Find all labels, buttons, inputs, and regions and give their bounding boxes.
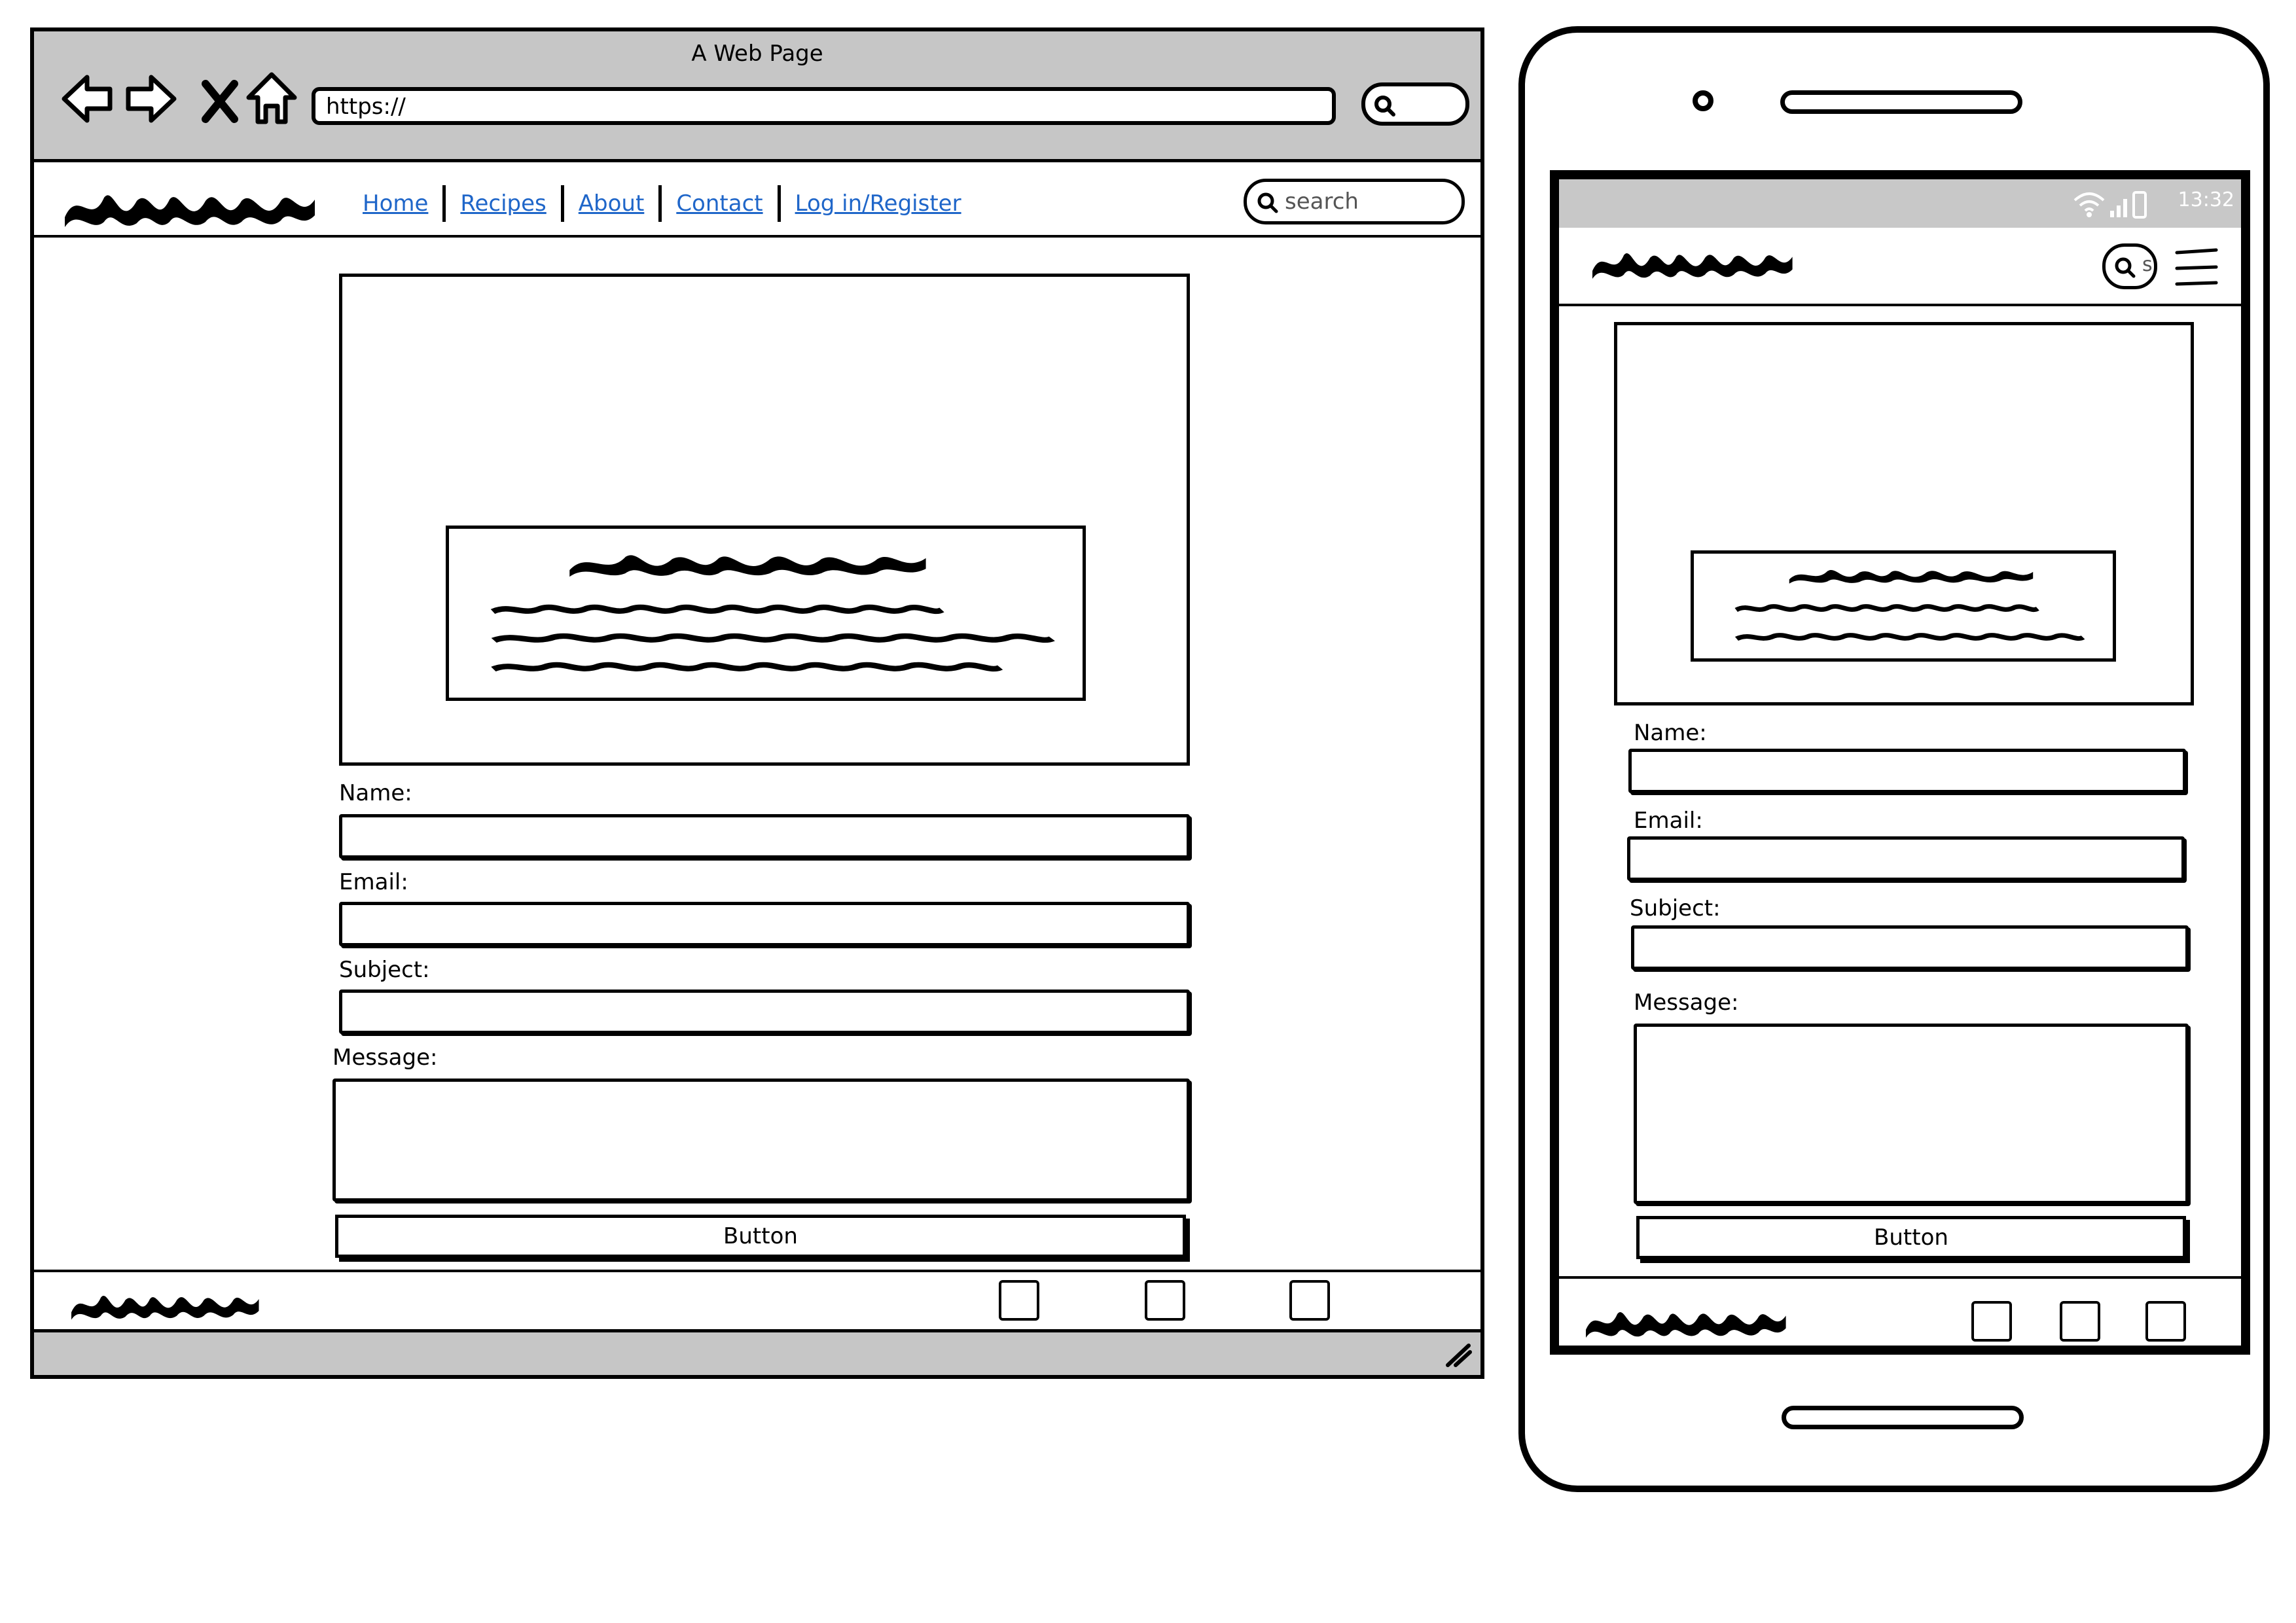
hero-text-scribble bbox=[488, 631, 1058, 647]
browser-search-button[interactable] bbox=[1361, 82, 1469, 126]
mobile-email-label: Email: bbox=[1634, 808, 1703, 834]
camera-icon bbox=[1690, 88, 1716, 114]
email-label: Email: bbox=[339, 869, 408, 895]
site-footer bbox=[34, 1270, 1480, 1330]
nav-link-recipes[interactable]: Recipes bbox=[460, 190, 547, 217]
status-icons bbox=[2071, 187, 2149, 220]
home-icon[interactable] bbox=[242, 68, 301, 127]
mobile-footer-logo[interactable] bbox=[1571, 1301, 1800, 1343]
site-logo[interactable] bbox=[55, 181, 323, 234]
page-title: A Web Page bbox=[691, 41, 823, 67]
mobile-hero-image bbox=[1614, 322, 2194, 705]
url-text: https:// bbox=[326, 94, 406, 120]
mobile-hero-heading-scribble bbox=[1783, 564, 2038, 586]
mobile-search-button[interactable] bbox=[2102, 243, 2157, 289]
hero-heading-scribble bbox=[560, 546, 933, 581]
mobile-message-textarea[interactable] bbox=[1634, 1024, 2189, 1204]
search-placeholder: search bbox=[1285, 188, 1359, 215]
hamburger-menu-icon[interactable] bbox=[2172, 245, 2221, 291]
site-search-input[interactable] bbox=[1244, 179, 1465, 224]
browser-toolbar bbox=[34, 31, 1480, 162]
footer-logo[interactable] bbox=[48, 1285, 281, 1325]
mobile-name-input[interactable] bbox=[1628, 749, 2186, 793]
nav-link-contact[interactable]: Contact bbox=[676, 190, 763, 217]
mobile-subject-input[interactable] bbox=[1631, 925, 2189, 970]
submit-button[interactable]: Button bbox=[335, 1215, 1186, 1258]
hero-text-scribble bbox=[488, 602, 946, 618]
mobile-hero-text-scribble bbox=[1733, 631, 2087, 644]
phone-status-bar bbox=[1559, 179, 2241, 228]
mobile-message-label: Message: bbox=[1634, 990, 1739, 1016]
nav-link-home[interactable]: Home bbox=[363, 190, 429, 217]
mobile-hero-caption-card bbox=[1691, 550, 2116, 662]
mobile-search-placeholder: s bbox=[2142, 253, 2153, 276]
mobile-header bbox=[1559, 228, 2241, 306]
search-icon bbox=[2113, 256, 2137, 279]
footer-social-link[interactable] bbox=[1145, 1280, 1185, 1321]
email-input[interactable] bbox=[339, 902, 1190, 946]
mobile-submit-button[interactable]: Button bbox=[1636, 1216, 2186, 1259]
signal-icon bbox=[2110, 199, 2127, 217]
close-x-icon[interactable] bbox=[191, 72, 250, 131]
phone-frame bbox=[1518, 26, 2270, 1492]
footer-social-link[interactable] bbox=[999, 1280, 1039, 1321]
browser-window bbox=[30, 27, 1484, 1379]
mobile-name-label: Name: bbox=[1634, 720, 1707, 746]
footer-social-link[interactable] bbox=[1289, 1280, 1330, 1321]
browser-status-bar bbox=[34, 1329, 1480, 1375]
name-label: Name: bbox=[339, 780, 412, 806]
nav-link-login-register[interactable]: Log in/Register bbox=[795, 190, 961, 217]
url-bar[interactable] bbox=[312, 87, 1336, 125]
search-icon bbox=[1373, 94, 1397, 118]
mobile-logo[interactable] bbox=[1577, 242, 1806, 284]
mobile-hero-text-scribble bbox=[1733, 602, 2041, 615]
resize-grip-icon[interactable] bbox=[1444, 1342, 1473, 1368]
mobile-subject-label: Subject: bbox=[1630, 895, 1721, 921]
back-arrow-icon[interactable] bbox=[58, 69, 117, 128]
search-icon bbox=[1256, 191, 1280, 215]
message-label: Message: bbox=[332, 1044, 438, 1071]
nav-link-about[interactable]: About bbox=[578, 190, 645, 217]
hero-text-scribble bbox=[488, 660, 1005, 675]
site-header bbox=[34, 166, 1480, 238]
main-nav bbox=[348, 185, 976, 222]
forward-arrow-icon[interactable] bbox=[122, 69, 181, 128]
subject-label: Subject: bbox=[339, 957, 430, 983]
wifi-icon bbox=[2075, 194, 2104, 217]
hero-image bbox=[339, 274, 1190, 766]
battery-icon bbox=[2134, 192, 2145, 217]
hero-caption-card bbox=[446, 526, 1086, 701]
subject-input[interactable] bbox=[339, 990, 1190, 1034]
mobile-email-input[interactable] bbox=[1627, 836, 2185, 881]
message-textarea[interactable] bbox=[332, 1079, 1190, 1202]
phone-screen bbox=[1550, 170, 2250, 1355]
phone-speaker bbox=[1780, 90, 2022, 114]
status-time: 13:32 bbox=[2178, 188, 2234, 211]
mobile-footer-social-link[interactable] bbox=[1971, 1301, 2012, 1342]
mobile-footer-social-link[interactable] bbox=[2145, 1301, 2186, 1342]
phone-home-button[interactable] bbox=[1782, 1406, 2024, 1429]
mobile-footer-divider bbox=[1559, 1276, 2241, 1279]
mobile-footer-social-link[interactable] bbox=[2060, 1301, 2100, 1342]
name-input[interactable] bbox=[339, 814, 1190, 859]
